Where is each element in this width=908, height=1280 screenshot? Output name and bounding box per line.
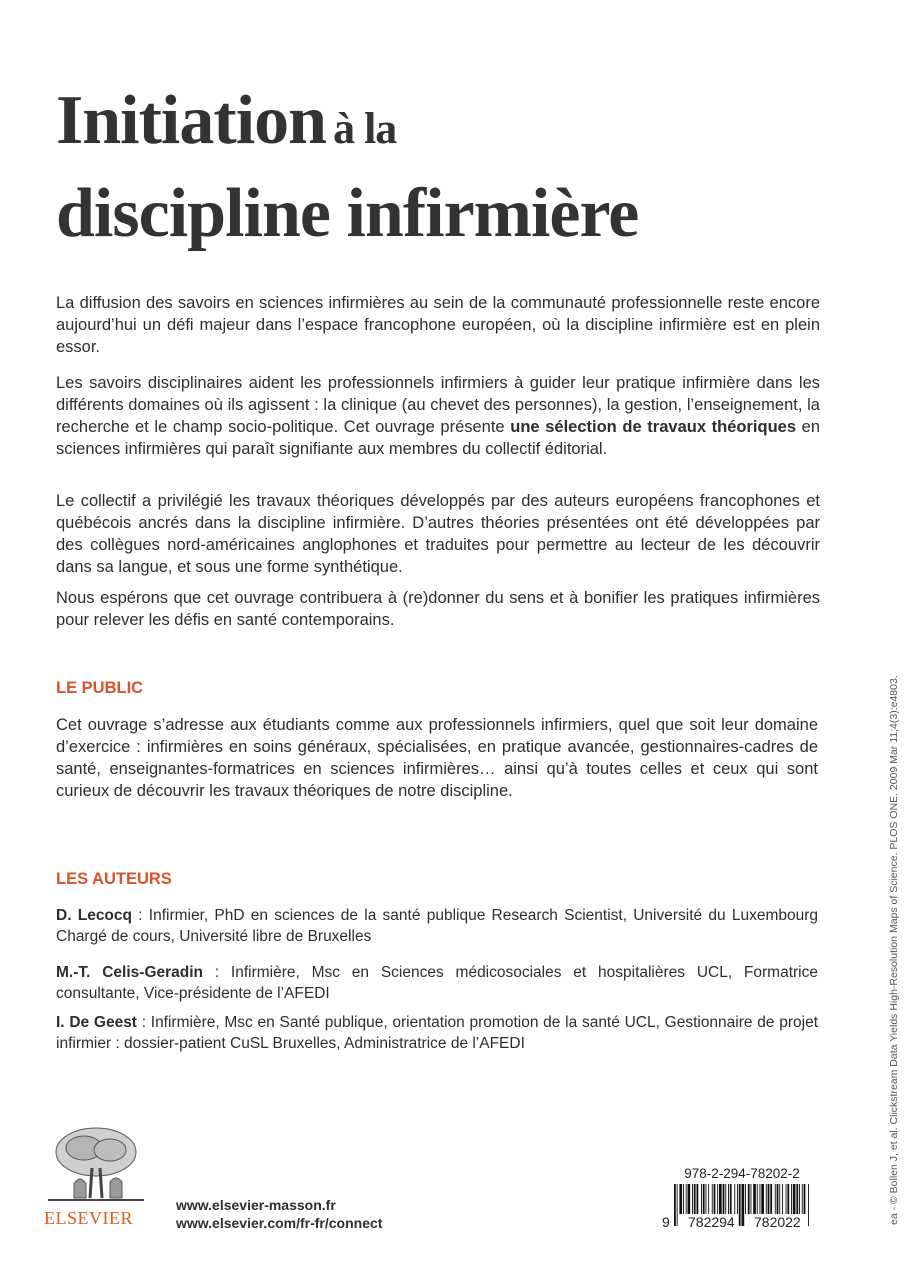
author-entry-2 bbox=[56, 962, 818, 1004]
paragraph-emphasis: une sélection de travaux théoriques bbox=[510, 418, 796, 436]
barcode-first-digit: 9 bbox=[662, 1214, 670, 1230]
paragraph-text: La diffusion des savoirs en sciences infirmières au sein de la communauté professionnelle reste encore aujourd’hui un défi majeur dans l’espace francophone européen, où la discipline infirmière est en plein essor. bbox=[56, 294, 820, 356]
barcode bbox=[662, 1184, 812, 1231]
author-description: : Infirmière, Msc en Santé publique, orientation promotion de la santé UCL, Gestionnaire de projet infirmier : dossier-patient CuSL Bruxelles, Administratrice de l’AFEDI bbox=[56, 1014, 819, 1052]
intro-paragraph-2 bbox=[56, 372, 820, 460]
author-description: : Infirmière, Msc en Sciences médicosociales et hospitalières UCL, Formatrice consultante, Vice-présidente de l’AFEDI bbox=[56, 964, 818, 1002]
intro-paragraph-4 bbox=[56, 587, 820, 631]
paragraph-text: Cet ouvrage s’adresse aux étudiants comme aux professionnels infirmiers, quel que soit leur domaine d’exercice : infirmières en soins généraux, spécialisées, en pratique avancée, gestionnaires-cadres de santé, enseignantes-formatrices en sciences infirmières… ainsi qu’à toutes celles et ceux qui sont curieux de découvrir les travaux théoriques de notre discipline. bbox=[56, 716, 818, 800]
title-line2: discipline infirmière bbox=[56, 175, 639, 252]
side-credit: ea - © Bollen J, et al. Clickstream Data Yields High-Resolution Maps of Science. PLOS ONE. 2009 Mar 11;4(3):e4803. bbox=[888, 675, 900, 1225]
paragraph-text: Nous espérons que cet ouvrage contribuera à (re)donner du sens et à bonifier les pratiques infirmières pour relever les défis en santé contemporains. bbox=[56, 589, 820, 629]
isbn-number: 978-2-294-78202-2 bbox=[684, 1166, 800, 1181]
tree-icon bbox=[44, 1124, 148, 1208]
authors-heading: LES AUTEURS bbox=[56, 870, 172, 888]
author-name: M.-T. Celis-Geradin bbox=[56, 964, 204, 981]
intro-paragraph-3 bbox=[56, 490, 820, 578]
author-name: I. De Geest bbox=[56, 1014, 137, 1031]
publisher-wordmark: ELSEVIER bbox=[44, 1208, 133, 1228]
title-line1-small: à la bbox=[333, 104, 397, 153]
book-title bbox=[56, 80, 638, 266]
url-elsevier-masson[interactable]: www.elsevier-masson.fr bbox=[176, 1197, 336, 1213]
title-line1-big: Initiation bbox=[56, 82, 327, 159]
paragraph-text bbox=[56, 372, 820, 460]
author-name: D. Lecocq bbox=[56, 907, 132, 924]
paragraph-text-part: en sciences infirmières qui paraît signifiante aux membres du collectif éditorial. bbox=[56, 418, 820, 458]
author-entry-3 bbox=[56, 1012, 818, 1054]
paragraph-text-part: Les savoirs disciplinaires aident les professionnels infirmiers à guider leur pratique infirmière dans les différents domaines où ils agissent : la clinique (au chevet des personnes), la gestion, l’enseignement, la recherche et le champ socio-politique. Cet ouvrage présente bbox=[56, 374, 820, 436]
author-description: : Infirmier, PhD en sciences de la santé publique Research Scientist, Université du Luxembourg Chargé de cours, Université libre de Bruxelles bbox=[56, 907, 818, 945]
barcode-left-digits: 782294 bbox=[688, 1214, 735, 1230]
paragraph-text: Le collectif a privilégié les travaux théoriques développés par des auteurs européens francophones et québécois ancrés dans la discipline infirmière. D’autres théories présentées ont été développées par des collègues nord-américaines anglophones et traduites pour permettre au lecteur de les découvrir dans sa langue, et sous une forme synthétique. bbox=[56, 492, 820, 576]
public-heading: LE PUBLIC bbox=[56, 679, 144, 697]
url-elsevier-connect[interactable]: www.elsevier.com/fr-fr/connect bbox=[176, 1215, 383, 1231]
intro-paragraph-1 bbox=[56, 292, 820, 358]
barcode-right-digits: 782022 bbox=[754, 1214, 801, 1230]
public-paragraph bbox=[56, 714, 818, 802]
author-entry-1 bbox=[56, 905, 818, 947]
